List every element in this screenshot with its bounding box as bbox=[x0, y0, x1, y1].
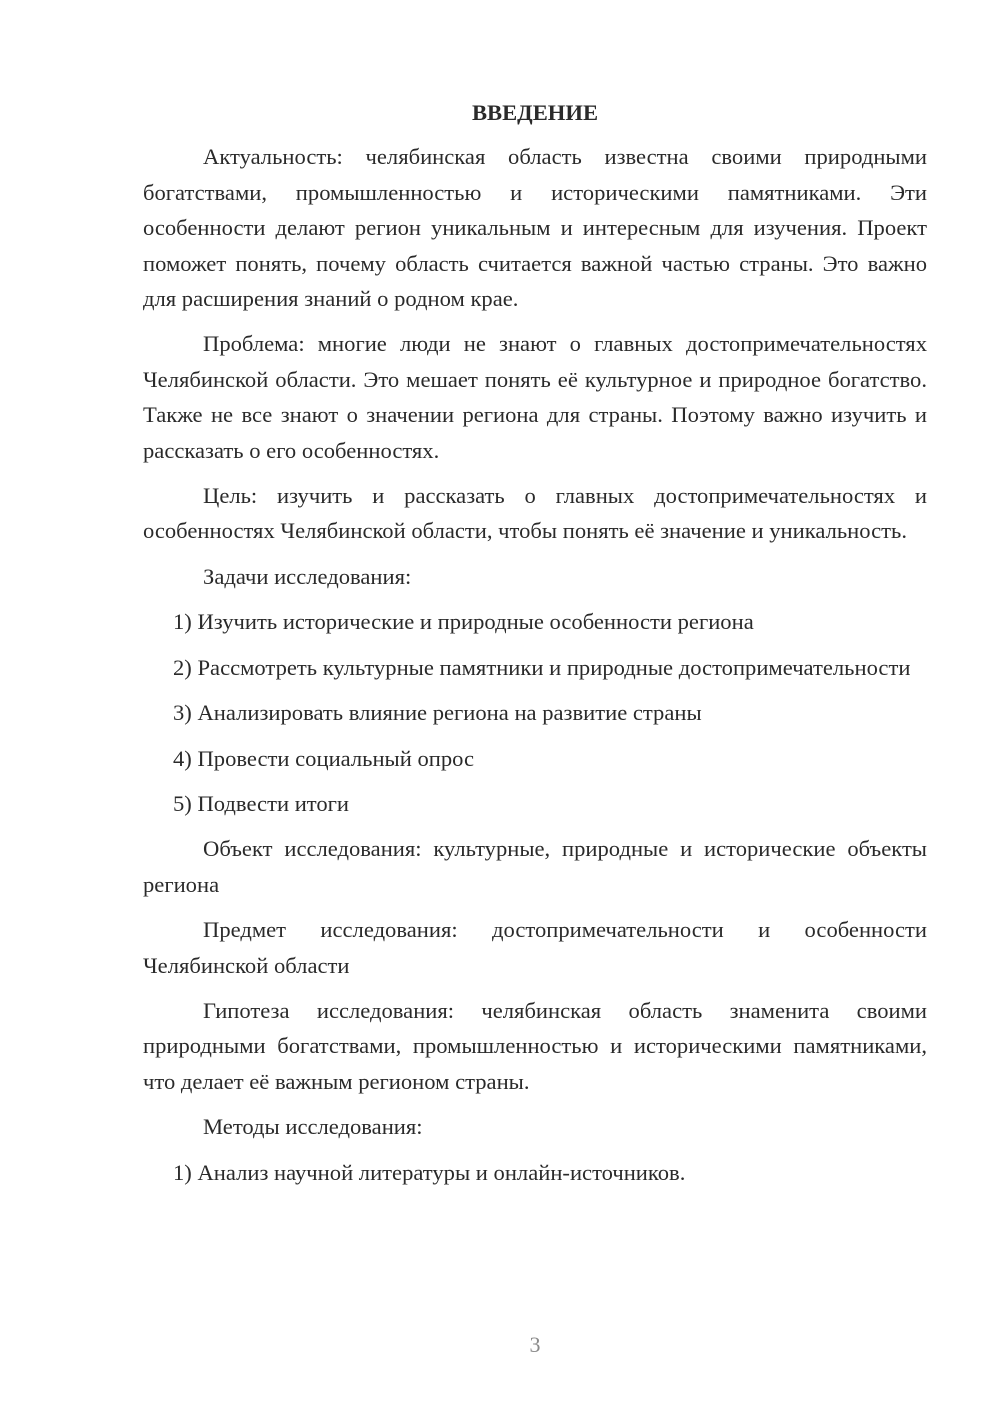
tasks-heading: Задачи исследования: bbox=[203, 563, 412, 589]
section-title: ВВЕДЕНИЕ bbox=[471, 100, 599, 125]
method-item-1: 1) Анализ научной литературы и онлайн-источников. bbox=[173, 1159, 686, 1185]
task-item-5: 5) Подвести итоги bbox=[173, 790, 350, 816]
methods-heading: Методы исследования: bbox=[203, 1114, 423, 1140]
subject-paragraph: Предмет исследования: достопримечательности и особенности Челябинской области bbox=[143, 917, 927, 978]
goal-paragraph: Цель: изучить и рассказать о главных достопримечательностях и особенностях Челябинской области, чтобы понять её значение и уникальность. bbox=[143, 483, 927, 544]
task-item-3: 3) Анализировать влияние региона на развитие страны bbox=[173, 700, 702, 726]
task-item-1: 1) Изучить исторические и природные особенности региона bbox=[173, 609, 754, 635]
problem-paragraph: Проблема: многие люди не знают о главных достопримечательностях Челябинской области. Это мешает понять её культурное и природное богатство. Также не все знают о значении региона для страны. Поэтому важно изучить и рассказать о его особенностях. bbox=[143, 331, 927, 463]
relevance-paragraph: Актуальность: челябинская область известна своими природными богатствами, промышленностью и историческими памятниками. Эти особенности делают регион уникальным и интересным для изучения. Проект поможет понять, почему область считается важной частью страны. Это важно для расширения знаний о родном крае. bbox=[143, 144, 927, 312]
hypothesis-paragraph: Гипотеза исследования: челябинская область знаменита своими природными богатствами, промышленностью и историческими памятниками, что делает её важным регионом страны. bbox=[143, 997, 927, 1094]
document-page bbox=[143, 95, 927, 1200]
page-number: 3 bbox=[529, 1332, 541, 1357]
task-item-2: 2) Рассмотреть культурные памятники и природные достопримечательности bbox=[173, 654, 911, 680]
task-item-4: 4) Провести социальный опрос bbox=[173, 745, 475, 771]
object-paragraph: Объект исследования: культурные, природные и исторические объекты региона bbox=[143, 836, 927, 897]
